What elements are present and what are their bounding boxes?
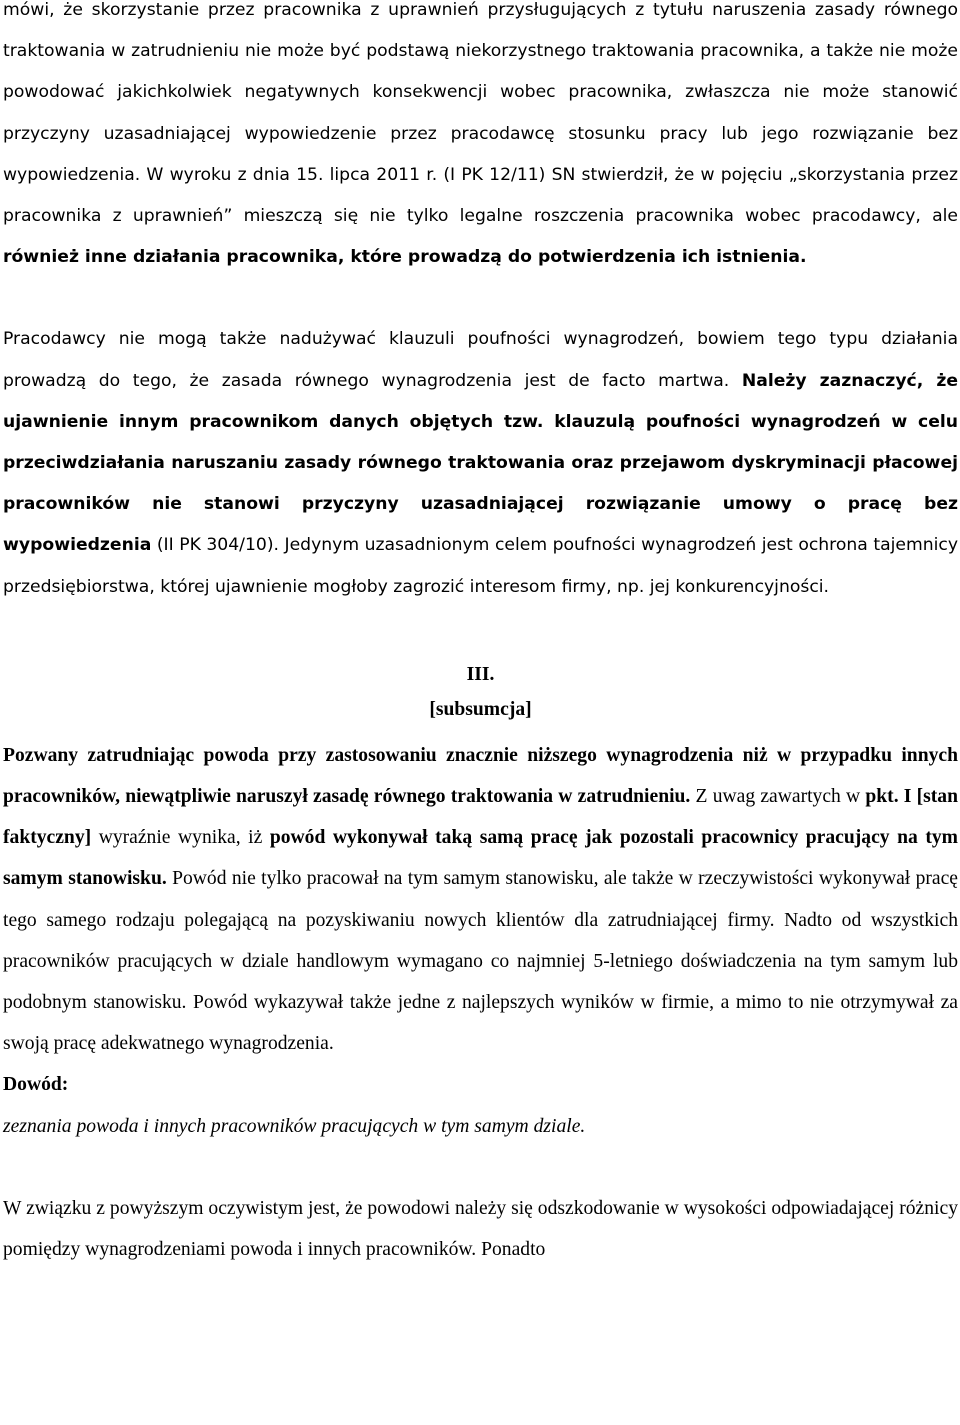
paragraph-bold-text: Pozwany zatrudniając powoda przy zastosowaniu znacznie niższego wynagrodzenia niż w przypadku innych pracowników, niewątpliwie naruszył zasadę równego traktowania w zatrudnieniu.	[3, 744, 958, 808]
paragraph-conclusion: W związku z powyższym oczywistym jest, że powodowi należy się odszkodowanie w wysokości odpowiadającej różnicy pomiędzy wynagrodzeniami powoda i innych pracowników. Ponadto	[3, 1197, 958, 1261]
section-title: [subsumcja]	[429, 698, 532, 720]
paragraph-text: (II PK 304/10). Jedynym uzasadnionym celem poufności wynagrodzeń jest ochrona tajemnicy przedsiębiorstwa, której ujawnienie mogłoby zagrozić interesom firmy, np. jej konkurencyjności.	[3, 535, 958, 597]
paragraph-bold-text: również inne działania pracownika, które prowadzą do potwierdzenia ich istnienia.	[3, 247, 807, 268]
paragraph-text: mówi, że skorzystanie przez pracownika z uprawnień przysługujących z tytułu naruszenia zasady równego traktowania w zatrudnieniu nie może być podstawą niekorzystnego traktowania pracownika, a także nie może powodować jakichkolwiek negatywnych konsekwencji wobec pracownika, zwłaszcza nie może stanowić przyczyny uzasadniającej wypowiedzenie przez pracodawcę stosunku pracy lub jego rozwiązanie bez wypowiedzenia. W wyroku z dnia 15. lipca 2011 r. (I PK 12/11) SN stwierdził, że w pojęciu „skorzystania przez pracownika z uprawnień” mieszczą się nie tylko legalne roszczenia pracownika wobec pracodawcy, ale	[3, 0, 958, 227]
paragraph-bold-text: powód wykonywał taką samą pracę jak pozostali pracownicy pracujący na tym samym stanowisku.	[3, 827, 958, 890]
paragraph-text: Powód nie tylko pracował na tym samym stanowisku, ale także w rzeczywistości wykonywał pracę tego samego rodzaju polegającą na pozyskiwaniu nowych klientów dla zatrudniającej firmy. Nadto od wszystkich pracowników pracujących w dziale handlowym wymagano co najmniej 5-letniego doświadczenia na tym samym lub podobnym stanowisku. Powód wykazywał także jedne z najlepszych wyników w firmie, a mimo to nie otrzymywał za swoją pracę adekwatnego wynagrodzenia.	[3, 868, 958, 1055]
paragraph-retaliation-protection	[3, 0, 958, 278]
section-number: III.	[466, 663, 495, 685]
paragraph-text: Pracodawcy nie mogą także nadużywać klauzuli poufności wynagrodzeń, bowiem tego typu działania prowadzą do tego, że zasada równego wynagrodzenia jest de facto martwa.	[3, 329, 958, 391]
paragraph-text: Z uwag zawartych w	[690, 786, 866, 808]
evidence-label: Dowód:	[3, 1074, 69, 1096]
paragraph-subsumption	[3, 735, 958, 1065]
evidence-text: zeznania powoda i innych pracowników pracujących w tym samym dziale.	[3, 1115, 586, 1137]
paragraph-bold-text: Należy zaznaczyć, że ujawnienie innym pracownikom danych objętych tzw. klauzulą poufności wynagrodzeń w celu przeciwdziałania naruszaniu zasady równego traktowania oraz przejawom dyskryminacji płacowej pracowników nie stanowi przyczyny uzasadniającej rozwiązanie umowy o pracę bez wypowiedzenia	[3, 370, 958, 556]
paragraph-text: wyraźnie wynika, iż	[91, 827, 270, 849]
fact-reference: pkt. I [stan faktyczny]	[3, 786, 958, 849]
paragraph-salary-confidentiality	[3, 319, 958, 607]
